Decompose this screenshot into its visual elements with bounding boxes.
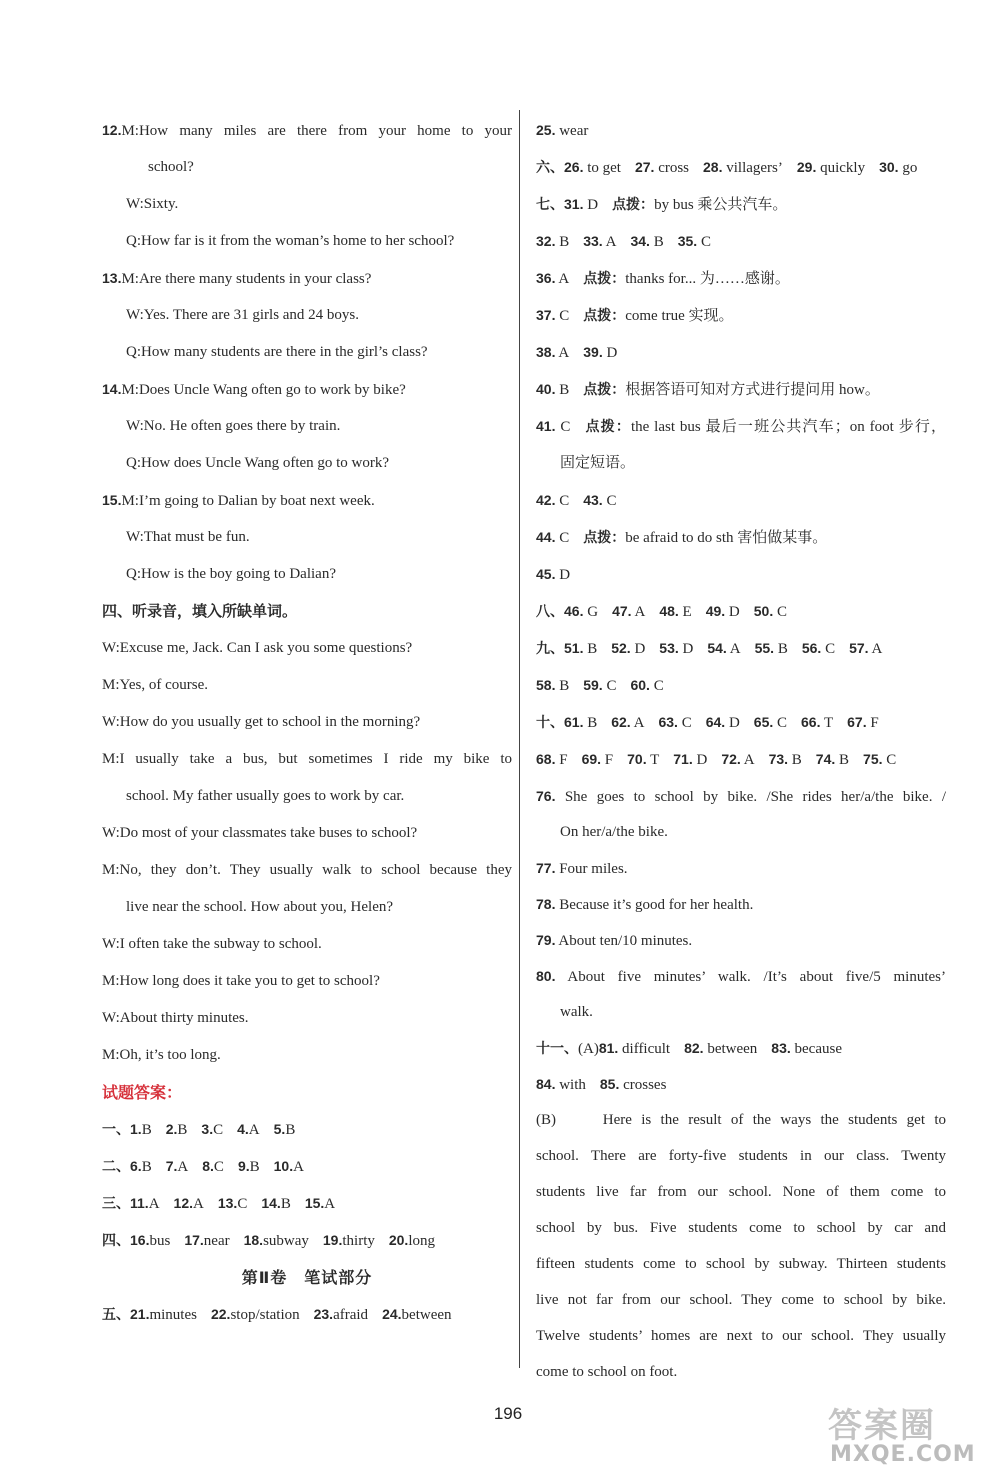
q13-question-line: Q:How many students are there in the girl’s class? [126,344,428,360]
part2-title: 第Ⅱ卷 笔试部分 [241,1268,373,1287]
answer-row-38: 38. A 39. D [536,344,618,361]
dialogue-line: W:I often take the subway to school. [102,936,322,952]
dialogue-line: W:About thirty minutes. [102,1010,249,1026]
passage-b-line: (B) Here is the result of the ways the students get to [536,1112,946,1128]
q14-woman-line: W:No. He often goes there by train. [126,418,341,434]
answer-row-6: 六、26. to get 27. cross 28. villagers’ 29. quickly 30. go [536,159,918,176]
q15-woman-line: W:That must be fun. [126,529,250,545]
answer-79: 79. About ten/10 minutes. [536,932,693,949]
right-column [536,112,946,1390]
answer-80-cont: walk. [560,1004,593,1020]
answer-row-9: 九、51. B 52. D 53. D 54. A 55. B 56. C 57. A [536,640,883,657]
dialogue-line: M:Yes, of course. [102,677,208,693]
answer-40: 40. B 点拨：根据答语可知对方式进行提问用 how。 [536,381,880,398]
q15-man-line: 15.M:I’m going to Dalian by boat next week. [102,492,375,509]
answer-row-68: 68. F 69. F 70. T 71. D 72. A 73. B 74. B 75. C [536,751,897,768]
passage-b-line: school. There are forty-five students in our class. Twenty [536,1148,946,1164]
dialogue-line: W:How do you usually get to school in the morning? [102,714,421,730]
q14-question-line: Q:How does Uncle Wang often go to work? [126,455,390,471]
answer-row-32: 32. B 33. A 34. B 35. C [536,233,711,250]
answer-row-3: 三、11.A 12.A 13.C 14.B 15.A [102,1195,336,1212]
dialogue-line: live near the school. How about you, Helen? [126,899,394,915]
dialogue-line: M:No, they don’t. They usually walk to school because they [102,862,512,878]
left-column [102,112,512,1333]
answer-41: 41. C 点拨：the last bus 最后一班公共汽车；on foot 步行， [536,418,946,435]
page-number: 196 [493,1404,523,1423]
watermark [820,1398,990,1476]
answer-row-8: 八、46. G 47. A 48. E 49. D 50. C [536,603,787,620]
q14-man-line: 14.M:Does Uncle Wang often go to work by bike? [102,381,406,398]
passage-b-line: Twelve students’ homes are next to our school. They usually [536,1328,946,1344]
passage-b-line: school by bus. Five students come to school by car and [536,1220,946,1236]
dialogue-line: M:Oh, it’s too long. [102,1047,221,1063]
answer-37: 37. C 点拨：come true 实现。 [536,307,734,324]
answer-row-1: 一、1.B 2.B 3.C 4.A 5.B [102,1121,296,1138]
answer-row-42: 42. C 43. C [536,492,617,509]
answer-80: 80. About five minutes’ walk. /It’s about five/5 minutes’ [536,968,946,985]
answer-36: 36. A 点拨：thanks for... 为……感谢。 [536,270,790,287]
answer-row-2: 二、6.B 7.A 8.C 9.B 10.A [102,1158,304,1175]
answer-row-84: 84. with 85. crosses [536,1076,667,1093]
watermark-logo: 答案圈 [828,1406,936,1446]
q12-question-line: Q:How far is it from the woman’s home to her school? [126,233,455,249]
column-divider [519,110,520,1368]
dialogue-line: M:How long does it take you to get to school? [102,973,380,989]
answer-45: 45. D [536,566,571,583]
q13-woman-line: W:Yes. There are 31 girls and 24 boys. [126,307,360,323]
answer-41-cont: 固定短语。 [560,455,636,471]
q12-man-line-cont: school? [148,159,194,175]
dialogue-line: M:I usually take a bus, but sometimes I ride my bike to [102,751,512,767]
answer-row-5: 五、21.minutes 22.stop/station 23.afraid 24.between [102,1306,452,1323]
passage-b-line: come to school on foot. [536,1364,678,1380]
watermark-url: MXQE.COM [830,1442,976,1467]
section4-heading: 四、听录音，填入所缺单词。 [102,602,298,620]
passage-b-line: students live far from our school. None of them come to [536,1184,946,1200]
q12-man-line: 12.M:How many miles are there from your home to your [102,122,512,139]
answer-row-4: 四、16.bus 17.near 18.subway 19.thirty 20.long [102,1232,435,1249]
answers-title: 试题答案： [102,1083,183,1102]
answer-76: 76. She goes to school by bike. /She rides her/a/the bike. / [536,788,946,805]
answer-78: 78. Because it’s good for her health. [536,896,754,913]
q15-question-line: Q:How is the boy going to Dalian? [126,566,336,582]
answer-row-10: 十、61. B 62. A 63. C 64. D 65. C 66. T 67. F [536,714,879,731]
q12-woman-line: W:Sixty. [126,196,179,212]
dialogue-line: W:Do most of your classmates take buses to school? [102,825,418,841]
answer-77: 77. Four miles. [536,860,628,877]
answer-row-11: 十一、(A)81. difficult 82. between 83. because [536,1040,842,1057]
answer-44: 44. C 点拨：be afraid to do sth 害怕做某事。 [536,529,828,546]
passage-b-line: live not far from our school. They come to school by bike. [536,1292,946,1308]
dialogue-line: W:Excuse me, Jack. Can I ask you some questions? [102,640,413,656]
passage-b-line: fifteen students come to school by subway. Thirteen students [536,1256,946,1272]
answer-76-cont: On her/a/the bike. [560,824,668,840]
answer-25: 25. wear [536,122,589,139]
answer-31: 七、31. D 点拨：by bus 乘公共汽车。 [536,196,788,213]
q13-man-line: 13.M:Are there many students in your class? [102,270,372,287]
answer-row-58: 58. B 59. C 60. C [536,677,664,694]
dialogue-line: school. My father usually goes to work by car. [126,788,405,804]
